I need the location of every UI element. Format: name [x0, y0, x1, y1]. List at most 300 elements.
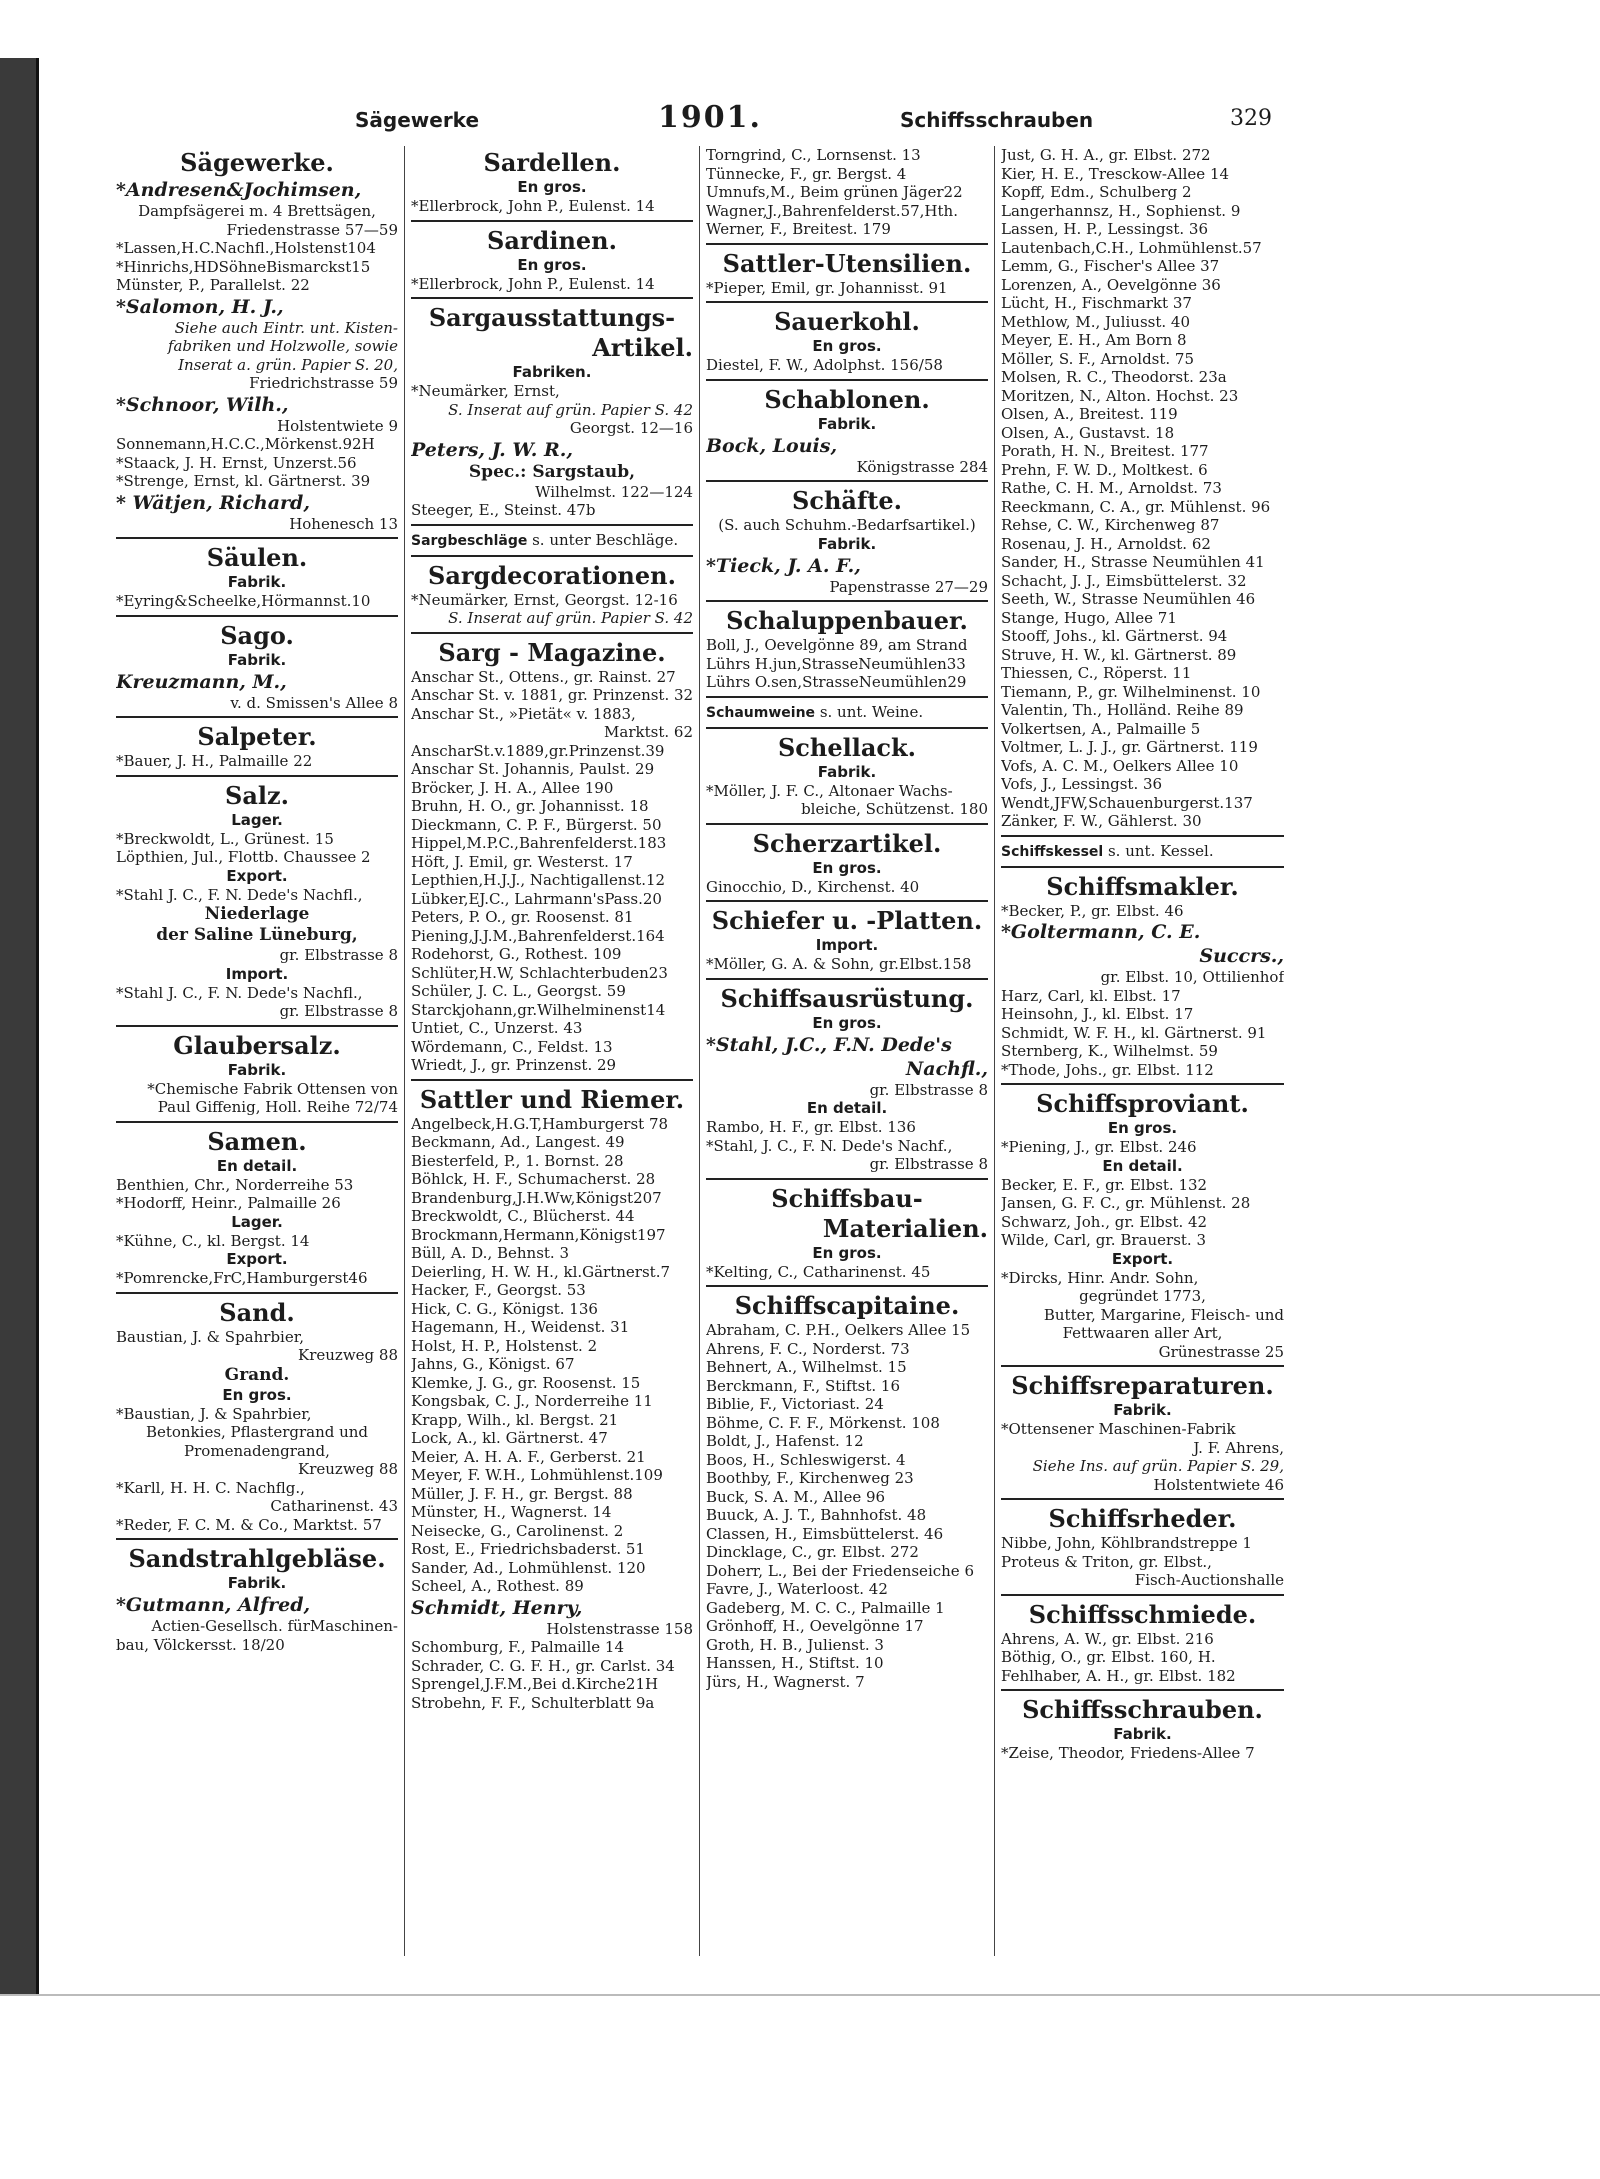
directory-section	[706, 486, 988, 602]
directory-entry: Krapp, Wilh., kl. Bergst. 21	[411, 1410, 619, 1429]
directory-section	[706, 146, 988, 245]
directory-entry: bleiche, Schützenst. 180	[801, 800, 988, 818]
directory-entry: Lorenzen, A., Oevelgönne 36	[1001, 275, 1221, 294]
firm-name-entry: Grand.	[224, 1364, 290, 1385]
firm-name-entry: Kreuzmann, M.,	[116, 670, 287, 693]
directory-entry: Harz, Carl, kl. Elbst. 17	[1001, 986, 1181, 1005]
directory-entry: Rambo, H. F., gr. Elbst. 136	[706, 1118, 916, 1136]
directory-entry: Anschar St., »Pietät« v. 1883,	[411, 704, 636, 723]
section-heading: Schiffsreparaturen.	[1011, 1371, 1274, 1400]
directory-entry: Löpthien, Jul., Flottb. Chaussee 2	[116, 848, 371, 866]
directory-section	[411, 1085, 693, 1717]
cross-reference	[1001, 841, 1284, 868]
section-heading: Schiffsschmiede.	[1028, 1599, 1257, 1629]
directory-entry: Schmidt, W. F. H., kl. Gärtnerst. 91	[1001, 1023, 1267, 1042]
firm-name-entry: der Saline Lüneburg,	[156, 925, 358, 945]
directory-entry: *Zeise, Theodor, Friedens-Allee 7	[1001, 1744, 1255, 1762]
subheading: Import.	[815, 936, 879, 954]
directory-entry: Struve, H. W., kl. Gärtnerst. 89	[1001, 645, 1237, 664]
subheading: Lager.	[231, 1212, 283, 1231]
directory-entry: *Neumärker, Ernst,	[411, 382, 560, 400]
subheading: Fabriken.	[512, 363, 592, 381]
section-heading: Sägewerke.	[180, 148, 334, 177]
scan-margin	[0, 1994, 1600, 2179]
directory-entry: Schwarz, Joh., gr. Elbst. 42	[1001, 1212, 1208, 1231]
directory-entry: *Stahl, J. C., F. N. Dede's Nachf.,	[706, 1136, 953, 1155]
directory-entry: Wriedt, J., gr. Prinzenst. 29	[411, 1056, 617, 1074]
firm-name-entry: *Schnoor, Wilh.,	[116, 393, 289, 416]
directory-entry: Holst, H. P., Holstenst. 2	[411, 1336, 598, 1355]
directory-section	[116, 543, 398, 617]
directory-entry: Bruhn, H. O., gr. Johannisst. 18	[411, 797, 649, 815]
directory-entry: Sprengel,J.F.M.,Bei d.Kirche21H	[411, 1675, 659, 1693]
directory-entry: Meier, A. H. A. F., Gerberst. 21	[411, 1447, 646, 1466]
section-heading: Sardinen.	[487, 225, 617, 255]
section-heading: Schiffsschrauben.	[1022, 1695, 1263, 1724]
directory-section	[706, 249, 988, 304]
directory-entry: Berckmann, F., Stiftst. 16	[706, 1376, 900, 1395]
directory-entry: Kongsbak, C. J., Norderreihe 11	[411, 1392, 653, 1410]
directory-entry: Boos, H., Schleswigerst. 4	[706, 1450, 906, 1469]
directory-entry: Rehse, C. W., Kirchenweg 87	[1001, 516, 1220, 534]
directory-section	[116, 1031, 398, 1123]
directory-entry: bau, Völckersst. 18/20	[116, 1635, 285, 1654]
directory-section	[411, 303, 693, 526]
directory-entry: *Hodorff, Heinr., Palmaille 26	[116, 1194, 341, 1212]
header-year: 1901.	[658, 100, 762, 135]
subheading: Lager.	[231, 810, 283, 829]
directory-entry: Friedenstrasse 57—59	[226, 220, 398, 239]
column-2	[405, 146, 700, 1956]
directory-entry: Stooff, Johs., kl. Gärtnerst. 94	[1001, 627, 1228, 645]
directory-entry: *Hinrichs,HDSöhneBismarckst15	[116, 257, 371, 276]
directory-columns	[110, 146, 1290, 1956]
directory-entry: Rost, E., Friedrichsbaderst. 51	[411, 1540, 645, 1558]
directory-entry: *Möller, G. A. & Sohn, gr.Elbst.158	[706, 955, 972, 973]
subheading: En gros.	[1107, 1119, 1178, 1137]
directory-entry: Zänker, F. W., Gählerst. 30	[1001, 812, 1202, 830]
directory-section	[1001, 1371, 1284, 1500]
directory-entry: Böhme, C. F. F., Mörkenst. 108	[706, 1413, 940, 1432]
subheading: En gros.	[812, 337, 882, 355]
directory-entry: Lepthien,H.J.J., Nachtigallenst.12	[411, 871, 666, 889]
directory-section	[706, 606, 988, 698]
directory-entry: Meyer, F. W.H., Lohmühlenst.109	[411, 1466, 663, 1484]
directory-entry: Wilhelmst. 122—124	[535, 482, 693, 501]
firm-name-entry: *Salomon, H. J.,	[116, 295, 284, 318]
directory-entry: Hagemann, H., Weidenst. 31	[411, 1318, 630, 1336]
directory-entry: gr. Elbst. 10, Ottilienhof	[1100, 968, 1284, 986]
directory-section	[1001, 1504, 1284, 1596]
directory-entry: Classen, H., Eimsbüttelerst. 46	[706, 1524, 944, 1543]
directory-entry: Molsen, R. C., Theodorst. 23a	[1001, 368, 1227, 386]
section-heading: Schablonen.	[764, 384, 930, 414]
directory-entry: Münster, P., Parallelst. 22	[116, 276, 310, 294]
cross-reference-target: s. unt. Kessel.	[1103, 841, 1214, 860]
subheading: Import.	[225, 964, 289, 983]
subheading: En detail.	[1102, 1156, 1183, 1175]
directory-entry: Lührs H.jun,StrasseNeumühlen33	[706, 654, 966, 673]
directory-entry: Rosenau, J. H., Arnoldst. 62	[1001, 534, 1211, 553]
directory-entry: gr. Elbstrasse 8	[279, 946, 398, 964]
directory-entry: Boothby, F., Kirchenweg 23	[706, 1469, 914, 1487]
directory-entry: Königstrasse 284	[856, 457, 988, 476]
directory-entry: Breckwoldt, C., Blücherst. 44	[411, 1207, 635, 1225]
directory-entry: Groth, H. B., Julienst. 3	[706, 1635, 884, 1654]
directory-entry: Buck, S. A. M., Allee 96	[706, 1487, 886, 1506]
section-heading: Salz.	[225, 780, 289, 810]
directory-entry: Boll, J., Oevelgönne 89, am Strand	[706, 636, 968, 654]
cross-reference-heading: Schiffskessel	[1001, 843, 1104, 860]
section-heading: Schiffsbau-	[771, 1183, 923, 1213]
directory-entry: Buuck, A. J. T., Bahnhofst. 48	[706, 1506, 927, 1524]
subheading: Export.	[226, 866, 288, 885]
directory-entry: Hacker, F., Georgst. 53	[411, 1281, 586, 1299]
directory-entry: Scheel, A., Rothest. 89	[411, 1577, 584, 1595]
directory-entry: Werner, F., Breitest. 179	[706, 220, 891, 238]
section-heading: Salpeter.	[197, 722, 317, 751]
directory-section	[706, 906, 988, 980]
directory-entry: Ginocchio, D., Kirchenst. 40	[706, 877, 920, 896]
directory-entry: Sternberg, K., Wilhelmst. 59	[1001, 1042, 1218, 1060]
directory-entry: *Staack, J. H. Ernst, Unzerst.56	[116, 453, 357, 472]
directory-entry: Grünestrasse 25	[1158, 1342, 1284, 1361]
firm-name-entry: *Andresen&Jochimsen,	[116, 179, 362, 201]
directory-entry: Anschar St., Ottens., gr. Rainst. 27	[411, 667, 676, 686]
firm-name-entry: *Gutmann, Alfred,	[116, 1594, 311, 1616]
directory-entry: gr. Elbstrasse 8	[869, 1080, 988, 1099]
directory-section	[706, 984, 988, 1180]
section-heading: Schiefer u. -Platten.	[711, 906, 983, 935]
directory-section	[116, 1544, 398, 1658]
directory-entry: Gadeberg, M. C. C., Palmaille 1	[706, 1598, 945, 1617]
directory-entry: Boldt, J., Hafenst. 12	[706, 1432, 864, 1450]
subheading: En gros.	[812, 858, 882, 877]
directory-entry: Nibbe, John, Köhlbrandstreppe 1	[1001, 1534, 1252, 1552]
section-heading: Sago.	[220, 620, 294, 650]
directory-entry: Inserat a. grün. Papier S. 20,	[178, 355, 398, 374]
directory-entry: Fisch-Auctionshalle	[1134, 1571, 1284, 1589]
directory-entry: Umnufs,M., Beim grünen Jäger22	[706, 183, 963, 201]
cross-reference-heading: Sargbeschläge	[411, 532, 528, 549]
directory-entry: Höft, J. Emil, gr. Westerst. 17	[411, 852, 633, 871]
directory-entry: Favre, J., Waterloost. 42	[706, 1580, 888, 1598]
directory-entry: Holstenstrasse 158	[546, 1619, 693, 1638]
subheading: Fabrik.	[227, 573, 287, 591]
directory-entry: Promenadengrand,	[184, 1441, 330, 1460]
directory-entry: Heinsohn, J., kl. Elbst. 17	[1001, 1005, 1194, 1023]
section-heading: Schellack.	[777, 732, 917, 762]
directory-entry: Siehe auch Eintr. unt. Kisten-	[174, 318, 398, 337]
directory-section	[411, 561, 693, 634]
directory-entry: *Kelting, C., Catharinenst. 45	[706, 1262, 931, 1281]
binding-line	[36, 58, 39, 1994]
directory-entry: Fehlhaber, A. H., gr. Elbst. 182	[1001, 1666, 1236, 1685]
directory-entry: Valentin, Th., Holländ. Reihe 89	[1001, 701, 1244, 719]
directory-entry: *Ottensener Maschinen-Fabrik	[1001, 1420, 1236, 1438]
directory-entry: Starckjohann,gr.Wilhelminenst14	[411, 1000, 666, 1019]
directory-entry: AnscharSt.v.1889,gr.Prinzenst.39	[411, 741, 665, 760]
directory-entry: Lemm, G., Fischer's Allee 37	[1001, 257, 1220, 275]
firm-name-entry: Spec.: Sargstaub,	[468, 461, 636, 482]
directory-section	[116, 781, 398, 1027]
subheading: Export.	[1111, 1249, 1174, 1268]
directory-entry: Langerhannsz, H., Sophienst. 9	[1001, 201, 1241, 220]
directory-entry: Tünnecke, F., gr. Bergst. 4	[706, 164, 907, 183]
directory-entry: gr. Elbstrasse 8	[869, 1155, 988, 1173]
firm-name-entry: Succrs.,	[1199, 945, 1284, 967]
directory-entry: Angelbeck,H.G.T,Hamburgerst 78	[411, 1114, 669, 1133]
directory-section	[706, 385, 988, 483]
directory-entry: Kreuzweg 88	[298, 1346, 398, 1364]
subheading: En gros.	[812, 1243, 882, 1262]
firm-name-entry: Niederlage	[204, 904, 310, 924]
directory-entry: Fettwaaren aller Art,	[1062, 1324, 1223, 1342]
section-heading: Schiffscapitaine.	[734, 1291, 960, 1320]
directory-section	[116, 1127, 398, 1294]
directory-entry: Brandenburg,J.H.Ww,Königst207	[411, 1188, 662, 1207]
subheading: Fabrik.	[227, 1574, 287, 1592]
section-heading: Sattler-Utensilien.	[722, 248, 972, 278]
book-binding-edge	[0, 58, 36, 1994]
subheading: Fabrik.	[1113, 1725, 1172, 1743]
directory-section	[1001, 872, 1284, 1086]
directory-entry: Behnert, A., Wilhelmst. 15	[706, 1358, 907, 1376]
directory-section	[116, 722, 398, 777]
directory-entry: *Stahl J. C., F. N. Dede's Nachfl.,	[116, 983, 363, 1002]
subheading: En detail.	[806, 1099, 888, 1117]
directory-entry: *Dircks, Hinr. Andr. Sohn,	[1001, 1268, 1199, 1287]
directory-entry: Wendt,JFW,Schauenburgerst.137	[1001, 793, 1253, 812]
directory-section	[116, 1298, 398, 1541]
firm-name-entry: Bock, Louis,	[706, 434, 838, 457]
directory-entry: Methlow, M., Juliusst. 40	[1001, 312, 1190, 331]
section-heading: Schiffsmakler.	[1046, 871, 1239, 901]
directory-entry: Baustian, J. & Spahrbier,	[116, 1327, 305, 1346]
directory-entry: Ahrens, A. W., gr. Elbst. 216	[1001, 1629, 1214, 1648]
directory-entry: Lautenbach,C.H., Lohmühlenst.57	[1001, 238, 1262, 257]
directory-entry: *Chemische Fabrik Ottensen von	[147, 1079, 398, 1098]
section-heading: Sandstrahlgebläse.	[128, 1544, 386, 1573]
directory-entry: Tiemann, P., gr. Wilhelminenst. 10	[1001, 682, 1261, 701]
section-heading: Sattler und Riemer.	[419, 1084, 685, 1114]
directory-entry: Sonnemann,H.C.C.,Mörkenst.92H	[116, 435, 375, 453]
directory-entry: Wördemann, C., Feldst. 13	[411, 1037, 613, 1056]
section-heading-continued: Artikel.	[592, 333, 693, 362]
directory-section	[1001, 1089, 1284, 1367]
directory-entry: Büll, A. D., Behnst. 3	[411, 1244, 570, 1262]
directory-entry: Untiet, C., Unzerst. 43	[411, 1019, 583, 1037]
column-1	[110, 146, 405, 1956]
cross-reference-target: s. unt. Weine.	[815, 702, 924, 721]
directory-entry: Marktst. 62	[604, 723, 693, 741]
directory-entry: Lührs O.sen,StrasseNeumühlen29	[706, 673, 967, 691]
directory-entry: Schomburg, F., Palmaille 14	[411, 1638, 624, 1656]
directory-entry: Benthien, Chr., Norderreihe 53	[116, 1175, 354, 1194]
section-heading: Samen.	[207, 1126, 307, 1156]
subheading: Fabrik.	[227, 650, 287, 669]
directory-entry: Schacht, J. J., Eimsbüttelerst. 32	[1001, 571, 1247, 590]
cross-reference-target: s. unter Beschläge.	[527, 530, 679, 549]
directory-entry: Peters, P. O., gr. Roosenst. 81	[411, 908, 634, 926]
directory-section	[116, 148, 398, 539]
directory-section	[411, 226, 693, 300]
directory-section	[1001, 146, 1284, 837]
section-heading: Scherzartikel.	[752, 828, 942, 858]
directory-entry: Hanssen, H., Stiftst. 10	[706, 1654, 884, 1672]
directory-entry: Deierling, H. W. H., kl.Gärtnerst.7	[411, 1262, 670, 1281]
directory-entry: *Strenge, Ernst, kl. Gärtnerst. 39	[116, 472, 371, 490]
directory-entry: *Becker, P., gr. Elbst. 46	[1001, 901, 1184, 920]
directory-entry: Strobehn, F. F., Schulterblatt 9a	[411, 1693, 655, 1712]
directory-entry: Brockmann,Hermann,Königst197	[411, 1225, 666, 1244]
directory-entry: *Bauer, J. H., Palmaille 22	[116, 752, 313, 770]
directory-entry: Proteus & Triton, gr. Elbst.,	[1001, 1552, 1212, 1571]
directory-entry: S. Inserat auf grün. Papier S. 42	[448, 609, 693, 627]
directory-entry: Dieckmann, C. P. F., Bürgerst. 50	[411, 815, 662, 834]
directory-entry: fabriken und Holzwolle, sowie	[167, 337, 398, 355]
directory-entry: Olsen, A., Gustavst. 18	[1001, 423, 1175, 442]
directory-entry: Catharinenst. 43	[270, 1497, 398, 1515]
directory-entry: Diestel, F. W., Adolphst. 156/58	[706, 356, 943, 374]
directory-entry: *Lassen,H.C.Nachfl.,Holstenst104	[116, 239, 376, 257]
directory-entry: Stange, Hugo, Allee 71	[1001, 608, 1177, 627]
directory-entry: Seeth, W., Strasse Neumühlen 46	[1001, 590, 1256, 608]
directory-entry: *Breckwoldt, L., Grünest. 15	[116, 829, 334, 848]
running-head	[110, 100, 1290, 140]
cross-reference-heading: Schaumweine	[706, 704, 816, 721]
directory-entry: Lassen, H. P., Lessingst. 36	[1001, 220, 1208, 238]
directory-entry: Friedrichstrasse 59	[249, 374, 398, 392]
directory-entry: Hohenesch 13	[289, 514, 398, 533]
directory-entry: *Möller, J. F. C., Altonaer Wachs-	[706, 781, 953, 800]
firm-name-entry: *Goltermann, C. E.	[1001, 921, 1201, 943]
subheading: En gros.	[812, 1013, 882, 1032]
directory-entry: Schüler, J. C. L., Georgst. 59	[411, 982, 626, 1000]
directory-entry: *Pomrencke,FrC,Hamburgerst46	[116, 1269, 368, 1287]
directory-entry: Grönhoff, H., Oevelgönne 17	[706, 1617, 924, 1635]
directory-entry: Kier, H. E., Tresckow-Allee 14	[1001, 164, 1230, 183]
directory-entry: Sander, H., Strasse Neumühlen 41	[1001, 553, 1265, 571]
directory-section	[706, 1184, 988, 1288]
directory-entry: S. Inserat auf grün. Papier S. 42	[448, 400, 693, 419]
header-left-keyword: Sägewerke	[355, 108, 480, 132]
section-heading: Sargdecorationen.	[428, 560, 676, 590]
directory-entry: Bröcker, J. H. A., Allee 190	[411, 778, 614, 797]
directory-entry: Just, G. H. A., gr. Elbst. 272	[1001, 146, 1211, 164]
directory-entry: Kreuzweg 88	[298, 1460, 398, 1478]
directory-entry: Jansen, G. F. C., gr. Mühlenst. 28	[1001, 1194, 1251, 1212]
directory-entry: Lücht, H., Fischmarkt 37	[1001, 294, 1192, 312]
section-heading: Sargausstattungs-	[428, 303, 676, 332]
directory-entry: Lübker,EJ.C., Lahrmann'sPass.20	[411, 889, 662, 908]
directory-section	[706, 829, 988, 903]
directory-entry: *Ellerbrock, John P., Eulenst. 14	[411, 274, 655, 293]
directory-entry: Jahns, G., Königst. 67	[411, 1355, 575, 1373]
section-heading: Sardellen.	[483, 148, 621, 177]
directory-section	[706, 733, 988, 825]
directory-entry: Biesterfeld, P., 1. Bornst. 28	[411, 1151, 624, 1170]
directory-entry: Thiessen, C., Röperst. 11	[1001, 664, 1192, 682]
directory-entry: Actien-Gesellsch. fürMaschinen-	[151, 1617, 398, 1635]
subheading: En gros.	[517, 255, 587, 274]
directory-entry: Vofs, A. C. M., Oelkers Allee 10	[1001, 756, 1239, 775]
directory-entry: Ahrens, F. C., Norderst. 73	[706, 1339, 910, 1358]
column-3	[700, 146, 995, 1956]
directory-entry: Anschar St. v. 1881, gr. Prinzenst. 32	[411, 686, 693, 704]
section-heading: Schiffsausrüstung.	[720, 983, 974, 1013]
section-heading: Glaubersalz.	[173, 1030, 341, 1060]
section-heading: Schiffsproviant.	[1036, 1089, 1249, 1118]
directory-entry: *Stahl J. C., F. N. Dede's Nachfl.,	[116, 885, 363, 904]
directory-entry: Böhlck, H. F., Schumacherst. 28	[411, 1170, 656, 1188]
directory-entry: Olsen, A., Breitest. 119	[1001, 405, 1178, 423]
directory-entry: Jürs, H., Wagnerst. 7	[706, 1672, 865, 1691]
firm-name-entry: *Stahl, J.C., F.N. Dede's	[706, 1033, 952, 1056]
directory-entry: Doherr, L., Bei der Friedenseiche 6	[706, 1561, 974, 1580]
directory-entry: *Karll, H. H. C. Nachflg.,	[116, 1478, 305, 1497]
header-right-keyword: Schiffsschrauben	[900, 108, 1094, 132]
directory-entry: Kopff, Edm., Schulberg 2	[1001, 183, 1192, 201]
directory-entry: *Piening, J., gr. Elbst. 246	[1001, 1138, 1197, 1156]
directory-entry: Münster, H., Wagnerst. 14	[411, 1503, 612, 1521]
directory-section	[706, 307, 988, 381]
directory-entry: Voltmer, L. J. J., gr. Gärtnerst. 119	[1001, 738, 1258, 756]
directory-entry: Schlüter,H.W, Schlachterbuden23	[411, 963, 668, 982]
section-heading: Sarg - Magazine.	[438, 637, 666, 667]
directory-entry: Volkertsen, A., Palmaille 5	[1001, 719, 1201, 738]
directory-entry: Georgst. 12—16	[569, 419, 693, 437]
directory-entry: Piening,J.J.M.,Bahrenfelderst.164	[411, 926, 665, 945]
subheading: Fabrik.	[1113, 1401, 1172, 1419]
directory-section	[706, 1291, 988, 1695]
directory-entry: Torngrind, C., Lornsenst. 13	[706, 146, 921, 164]
section-heading: Schäfte.	[792, 486, 902, 515]
directory-entry: Möller, S. F., Arnoldst. 75	[1001, 349, 1195, 368]
section-heading: Schiffsrheder.	[1048, 1504, 1237, 1533]
directory-entry: *Thode, Johs., gr. Elbst. 112	[1001, 1060, 1214, 1079]
directory-entry: Papenstrasse 27—29	[829, 577, 988, 596]
directory-entry: *Eyring&Scheelke,Hörmannst.10	[116, 592, 371, 610]
directory-page	[110, 100, 1290, 1960]
directory-entry: Steeger, E., Steinst. 47b	[411, 501, 596, 519]
directory-entry: Wagner,J.,Bahrenfelderst.57,Hth.	[706, 201, 958, 220]
cross-reference	[411, 530, 693, 557]
directory-section	[116, 621, 398, 719]
directory-entry: *Pieper, Emil, gr. Johannisst. 91	[706, 278, 948, 297]
directory-entry: Hick, C. G., Königst. 136	[411, 1299, 598, 1318]
directory-entry: Rathe, C. H. M., Arnoldst. 73	[1001, 479, 1222, 497]
cross-reference	[706, 702, 988, 729]
directory-entry: Porath, H. N., Breitest. 177	[1001, 442, 1209, 460]
subheading: En detail.	[216, 1156, 298, 1175]
directory-entry: Butter, Margarine, Fleisch- und	[1043, 1305, 1284, 1324]
directory-entry: Lock, A., kl. Gärtnerst. 47	[411, 1429, 608, 1447]
directory-section	[1001, 1600, 1284, 1692]
directory-entry: J. F. Ahrens,	[1193, 1438, 1284, 1457]
firm-name-entry: Nachfl.,	[905, 1057, 988, 1080]
directory-entry: Sander, Ad., Lohmühlenst. 120	[411, 1558, 646, 1577]
directory-entry: Beckmann, Ad., Langest. 49	[411, 1133, 625, 1151]
directory-entry: Siehe Ins. auf grün. Papier S. 29,	[1032, 1457, 1284, 1475]
directory-entry: v. d. Smissen's Allee 8	[230, 693, 398, 712]
section-heading-continued: Materialien.	[822, 1213, 988, 1243]
directory-entry: *Reder, F. C. M. & Co., Marktst. 57	[116, 1515, 382, 1534]
subheading: En gros.	[517, 178, 587, 196]
directory-entry: Anschar St. Johannis, Paulst. 29	[411, 760, 655, 778]
subheading: Fabrik.	[227, 1060, 287, 1079]
directory-entry: *Baustian, J. & Spahrbier,	[116, 1404, 312, 1423]
